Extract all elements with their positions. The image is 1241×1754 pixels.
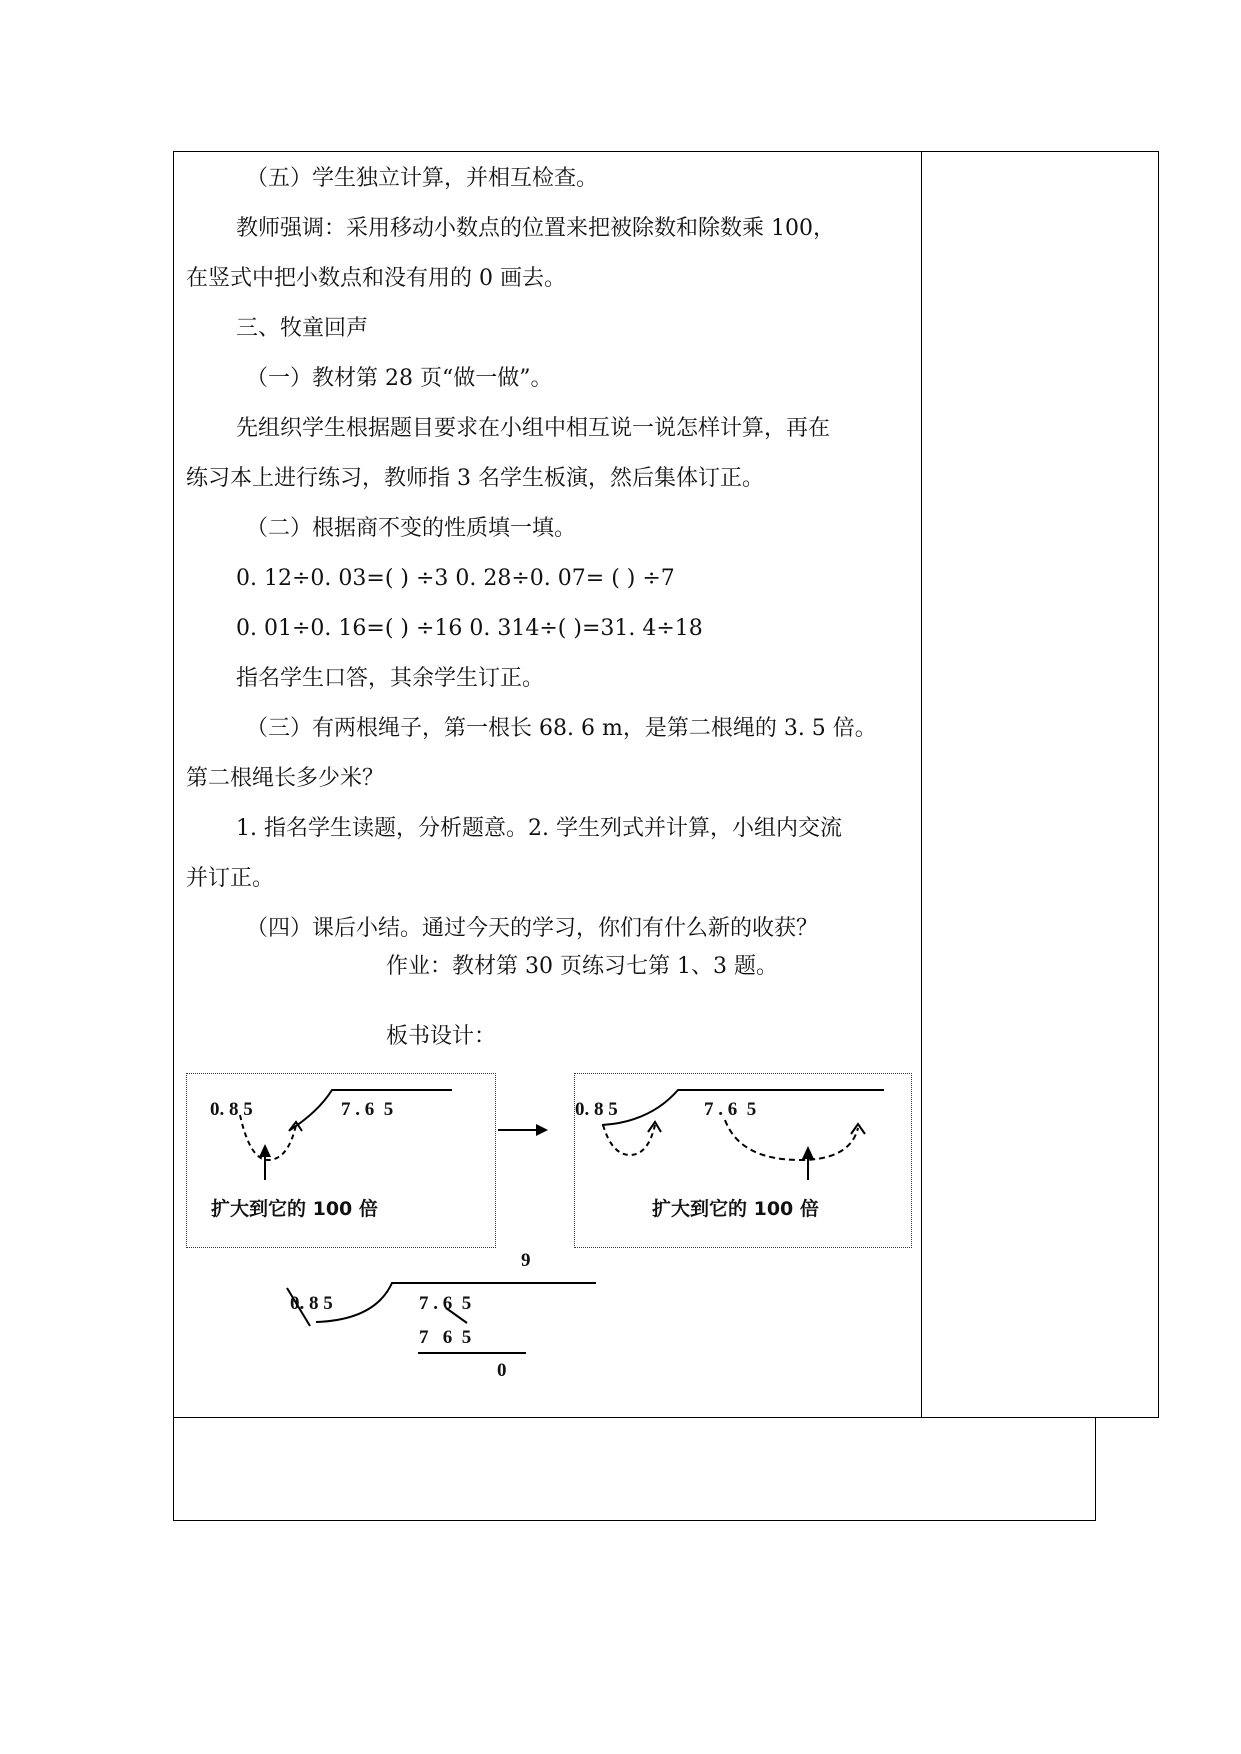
calc-dividend: 7 . 6 5 [419, 1293, 472, 1314]
text-line-1: （五）学生独立计算，并相互检查。 [246, 166, 599, 191]
board-design-heading: 板书设计： [386, 1024, 497, 1049]
box1-label: 扩大到它的 100 倍 [211, 1198, 378, 1220]
text-line-3: 在竖式中把小数点和没有用的 0 画去。 [186, 266, 566, 291]
box2-divisor: 0. 8 5 [575, 1099, 618, 1120]
exercise-line-1: 0. 12÷0. 03=( ) ÷3 0. 28÷0. 07= ( ) ÷7 [236, 566, 675, 591]
text-line-16: （四）课后小结。通过今天的学习，你们有什么新的收获？ [246, 916, 819, 941]
calc-divisor: 0. 8 5 [290, 1293, 333, 1314]
text-line-5: （一）教材第 28 页“做一做”。 [246, 366, 553, 391]
text-line-13: 第二根绳长多少米？ [186, 766, 385, 791]
text-line-7: 练习本上进行练习，教师指 3 名学生板演，然后集体订正。 [186, 466, 764, 491]
text-line-12: （三）有两根绳子，第一根长 68. 6 m，是第二根绳的 3. 5 倍。 [246, 716, 877, 741]
section-heading: 三、牧童回声 [236, 316, 369, 341]
box1-divisor: 0. 8 5 [210, 1099, 253, 1120]
text-line-8: （二）根据商不变的性质填一填。 [246, 516, 577, 541]
homework-line: 作业：教材第 30 页练习七第 1、3 题。 [386, 954, 778, 979]
calc-remainder: 0 [497, 1360, 507, 1381]
box2-dividend: 7 . 6 5 [704, 1099, 757, 1120]
box2-label: 扩大到它的 100 倍 [652, 1198, 819, 1220]
between-arrow-head [536, 1124, 548, 1136]
calc-product: 7 6 5 [419, 1327, 472, 1348]
arrow-head-2 [802, 1146, 814, 1159]
text-line-14: 1. 指名学生读题，分析题意。2. 学生列式并计算，小组内交流 [236, 816, 842, 841]
calc-quotient: 9 [521, 1250, 531, 1271]
text-line-11: 指名学生口答，其余学生订正。 [236, 666, 545, 691]
text-line-15: 并订正。 [186, 866, 275, 891]
arrow-head-1 [259, 1144, 271, 1157]
text-line-2: 教师强调：采用移动小数点的位置来把被除数和除数乘 100， [236, 216, 835, 241]
exercise-line-2: 0. 01÷0. 16=( ) ÷16 0. 314÷( )=31. 4÷18 [236, 616, 703, 641]
box1-dividend: 7 . 6 5 [341, 1099, 394, 1120]
text-line-6: 先组织学生根据题目要求在小组中相互说一说怎样计算，再在 [236, 416, 831, 441]
